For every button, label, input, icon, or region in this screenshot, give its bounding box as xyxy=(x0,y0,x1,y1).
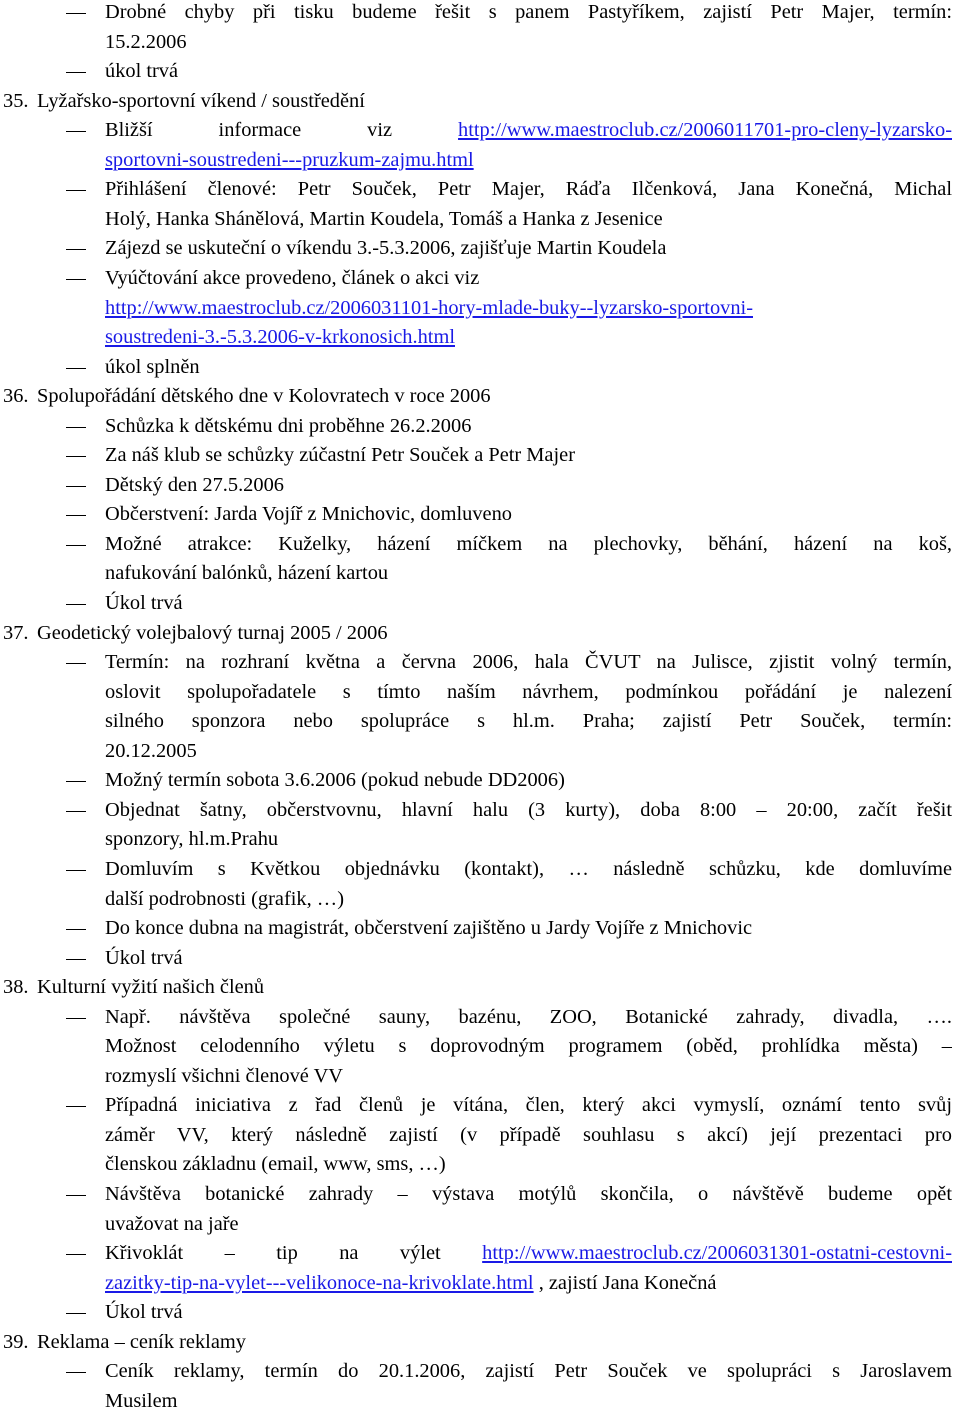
bullet-continuation xyxy=(0,1150,952,1179)
section-number: 37. xyxy=(3,621,29,644)
item-text xyxy=(105,28,952,57)
bullet-item xyxy=(0,441,952,470)
item-text xyxy=(105,116,952,145)
bullet-continuation xyxy=(0,737,952,766)
text-segment: Dětský den 27.5.2006 xyxy=(105,473,284,496)
text-segment: záměr VV, který následně zajistí (v případě souhlasu s akcí) její prezentaci pro xyxy=(105,1123,952,1146)
bullet-continuation xyxy=(0,825,952,854)
text-segment: Možné atrakce: Kuželky, házení míčkem na plechovky, běhání, házení na koš, xyxy=(105,532,952,555)
bullet-continuation xyxy=(0,885,952,914)
item-text xyxy=(105,1210,952,1239)
bullet-continuation xyxy=(0,1032,952,1061)
dash-bullet-icon xyxy=(66,131,86,132)
item-text xyxy=(105,1032,952,1061)
bullet-continuation xyxy=(0,1121,952,1150)
bullet-continuation xyxy=(0,1387,952,1416)
item-text xyxy=(105,1062,952,1091)
dash-bullet-icon xyxy=(66,929,86,930)
dash-bullet-icon xyxy=(66,781,86,782)
section-title xyxy=(37,382,491,411)
bullet-continuation xyxy=(0,1210,952,1239)
text-segment: Občerstvení: Jarda Vojíř z Mnichovic, domluveno xyxy=(105,503,512,526)
bullet-item xyxy=(0,234,952,263)
text-segment: Možný termín sobota 3.6.2006 (pokud nebude DD2006) xyxy=(105,769,565,792)
text-segment: Schůzka k dětskému dni proběhne 26.2.2006 xyxy=(105,414,472,437)
dash-bullet-icon xyxy=(66,279,86,280)
text-segment: úkol splněn xyxy=(105,355,200,378)
item-text xyxy=(105,1239,952,1268)
text-segment: Úkol trvá xyxy=(105,592,183,614)
bullet-item xyxy=(0,1180,952,1209)
bullet-item xyxy=(0,589,952,618)
section-title xyxy=(37,973,264,1002)
text-segment: Spolupořádání dětského dne v Kolovratech v roce 2006 xyxy=(37,385,491,408)
item-text xyxy=(105,1150,952,1179)
item-text xyxy=(105,944,952,973)
bullet-continuation xyxy=(0,707,952,736)
item-text xyxy=(105,471,952,500)
bullet-continuation xyxy=(0,559,952,588)
section-heading xyxy=(0,619,952,648)
item-text xyxy=(105,294,952,323)
item-text xyxy=(105,264,952,293)
item-text xyxy=(105,234,952,263)
text-segment: Např. návštěva společné sauny, bazénu, ZOO, Botanické zahrady, divadla, …. xyxy=(105,1005,952,1028)
item-text xyxy=(105,678,952,707)
dash-bullet-icon xyxy=(66,190,86,191)
dash-bullet-icon xyxy=(66,959,86,960)
item-text xyxy=(105,1269,952,1298)
text-segment: Termín: na rozhraní května a června 2006, hala ČVUT na Julisce, zjistit volný termín, xyxy=(105,651,952,674)
bullet-item xyxy=(0,500,952,529)
item-text xyxy=(105,766,952,795)
text-segment: úkol trvá xyxy=(105,60,179,83)
bullet-continuation xyxy=(0,146,952,175)
dash-bullet-icon xyxy=(66,811,86,812)
bullet-item xyxy=(0,1003,952,1032)
item-text xyxy=(105,1091,952,1120)
dash-bullet-icon xyxy=(66,604,86,605)
bullet-item xyxy=(0,766,952,795)
bullet-item xyxy=(0,412,952,441)
section-number: 36. xyxy=(3,385,29,408)
bullet-item xyxy=(0,1357,952,1386)
item-text xyxy=(105,146,952,175)
text-segment: , zajistí Jana Konečná xyxy=(533,1271,717,1294)
item-text xyxy=(105,353,952,382)
dash-bullet-icon xyxy=(66,1018,86,1019)
url-link[interactable]: sportovni-soustredeni---pruzkum-zajmu.html xyxy=(105,148,474,171)
bullet-continuation xyxy=(0,323,952,352)
text-segment: 20.12.2005 xyxy=(105,739,197,762)
text-segment: další podrobnosti (grafik, …) xyxy=(105,887,344,910)
item-text xyxy=(105,737,952,766)
dash-bullet-icon xyxy=(66,1195,86,1196)
text-segment: Reklama – ceník reklamy xyxy=(37,1330,246,1353)
bullet-item xyxy=(0,1239,952,1268)
text-segment: Holý, Hanka Shánělová, Martin Koudela, Tomáš a Hanka z Jesenice xyxy=(105,207,663,230)
item-text xyxy=(105,855,952,884)
bullet-item xyxy=(0,944,952,973)
bullet-continuation xyxy=(0,205,952,234)
item-text xyxy=(105,648,952,677)
bullet-continuation xyxy=(0,1062,952,1091)
bullet-continuation xyxy=(0,678,952,707)
text-segment: Křivoklát – tip na výlet xyxy=(105,1242,483,1265)
dash-bullet-icon xyxy=(66,1372,86,1373)
text-segment: Musilem xyxy=(105,1389,178,1412)
section-heading xyxy=(0,1328,952,1357)
item-text xyxy=(105,825,952,854)
bullet-item xyxy=(0,264,952,293)
bullet-item xyxy=(0,796,952,825)
section-title xyxy=(37,87,365,116)
url-link[interactable]: zazitky-tip-na-vylet---velikonoce-na-krivoklate.html xyxy=(105,1271,534,1294)
text-segment: Drobné chyby při tisku budeme řešit s panem Pastyříkem, zajistí Petr Majer, termín: xyxy=(105,1,952,23)
text-segment: Úkol trvá xyxy=(105,1301,183,1324)
bullet-item xyxy=(0,855,952,884)
section-heading xyxy=(0,87,952,116)
text-segment: sponzory, hl.m.Prahu xyxy=(105,828,279,851)
text-segment: uvažovat na jaře xyxy=(105,1212,239,1235)
bullet-continuation xyxy=(0,294,952,323)
text-segment: Kulturní vyžití našich členů xyxy=(37,976,265,999)
item-text xyxy=(105,559,952,588)
item-text xyxy=(105,796,952,825)
item-text xyxy=(105,1387,952,1416)
item-text xyxy=(105,1298,952,1327)
bullet-item xyxy=(0,116,952,145)
text-segment: členskou základnu (email, www, sms, …) xyxy=(105,1153,446,1176)
dash-bullet-icon xyxy=(66,427,86,428)
dash-bullet-icon xyxy=(66,1106,86,1107)
item-text xyxy=(105,530,952,559)
section-number: 38. xyxy=(3,976,29,999)
text-segment: Bližší informace viz xyxy=(105,119,459,142)
text-segment: Vyúčtování akce provedeno, článek o akci viz xyxy=(105,266,480,289)
text-segment: Lyžařsko-sportovní víkend / soustředění xyxy=(37,89,365,112)
bullet-item xyxy=(0,175,952,204)
item-text xyxy=(105,1003,952,1032)
item-text xyxy=(105,707,952,736)
url-link[interactable]: http://www.maestroclub.cz/2006031301-ostatni-cestovni- xyxy=(482,1242,952,1265)
dash-bullet-icon xyxy=(66,456,86,457)
url-link[interactable]: http://www.maestroclub.cz/2006031101-hory-mlade-buky--lyzarsko-sportovni- xyxy=(105,296,753,319)
text-segment: nafukování balónků, házení kartou xyxy=(105,562,389,585)
item-text xyxy=(105,0,952,27)
text-segment: Případná iniciativa z řad členů je vítána, člen, který akci vymyslí, oznámí tento svůj xyxy=(105,1094,952,1117)
dash-bullet-icon xyxy=(66,368,86,369)
text-segment: Přihlášení členové: Petr Souček, Petr Majer, Ráďa Ilčenková, Jana Konečná, Michal xyxy=(105,178,952,201)
item-text xyxy=(105,57,952,86)
section-heading xyxy=(0,973,952,1002)
bullet-item xyxy=(0,648,952,677)
dash-bullet-icon xyxy=(66,663,86,664)
bullet-item xyxy=(0,914,952,943)
text-segment: Objednat šatny, občerstvovnu, hlavní halu (3 kurty), doba 8:00 – 20:00, začít řešit xyxy=(105,798,952,821)
text-segment: rozmyslí všichni členové VV xyxy=(105,1064,344,1087)
dash-bullet-icon xyxy=(66,249,86,250)
bullet-item xyxy=(0,530,952,559)
text-segment: Úkol trvá xyxy=(105,946,183,969)
item-text xyxy=(105,323,952,352)
bullet-item xyxy=(0,353,952,382)
item-text xyxy=(105,1121,952,1150)
text-segment: Ceník reklamy, termín do 20.1.2006, zajistí Petr Souček ve spolupráci s Jaroslavem xyxy=(105,1360,952,1383)
url-link[interactable]: http://www.maestroclub.cz/2006011701-pro-cleny-lyzarsko- xyxy=(458,119,952,142)
item-text xyxy=(105,500,952,529)
dash-bullet-icon xyxy=(66,515,86,516)
bullet-item xyxy=(0,1091,952,1120)
item-text xyxy=(105,205,952,234)
dash-bullet-icon xyxy=(66,1313,86,1314)
section-heading xyxy=(0,382,952,411)
text-segment: Geodetický volejbalový turnaj 2005 / 2006 xyxy=(37,621,388,644)
dash-bullet-icon xyxy=(66,1254,86,1255)
section-title xyxy=(37,619,388,648)
section-number: 35. xyxy=(3,89,29,112)
text-segment: oslovit spolupořadatele s tímto naším návrhem, podmínkou pořádání je nalezení xyxy=(105,680,952,703)
text-segment: Do konce dubna na magistrát, občerstvení zajištěno u Jardy Vojíře z Mnichovic xyxy=(105,917,753,940)
bullet-continuation xyxy=(0,28,952,57)
text-segment: 15.2.2006 xyxy=(105,30,187,53)
dash-bullet-icon xyxy=(66,72,86,73)
text-segment: Možnost celodenního výletu s doprovodným programem (oběd, prohlídka města) – xyxy=(105,1035,952,1058)
text-segment: Návštěva botanické zahrady – výstava motýlů skončila, o návštěvě budeme opět xyxy=(105,1183,952,1205)
dash-bullet-icon xyxy=(66,870,86,871)
item-text xyxy=(105,1180,952,1209)
item-text xyxy=(105,175,952,204)
bullet-item xyxy=(0,1298,952,1327)
item-text xyxy=(105,589,952,618)
text-segment: silného sponzora nebo spolupráce s hl.m. Praha; zajistí Petr Souček, termín: xyxy=(105,710,952,733)
item-text xyxy=(105,1357,952,1386)
dash-bullet-icon xyxy=(66,13,86,14)
text-segment: Domluvím s Květkou objednávku (kontakt), … následně schůzku, kde domluvíme xyxy=(105,857,952,880)
bullet-item xyxy=(0,0,952,27)
section-number: 39. xyxy=(3,1330,29,1353)
item-text xyxy=(105,441,952,470)
dash-bullet-icon xyxy=(66,545,86,546)
url-link[interactable]: soustredeni-3.-5.3.2006-v-krkonosich.html xyxy=(105,326,455,349)
bullet-item xyxy=(0,57,952,86)
text-segment: Zájezd se uskuteční o víkendu 3.-5.3.2006, zajišťuje Martin Koudela xyxy=(105,237,667,260)
item-text xyxy=(105,885,952,914)
item-text xyxy=(105,412,952,441)
text-segment: Za náš klub se schůzky zúčastní Petr Souček a Petr Majer xyxy=(105,444,575,467)
item-text xyxy=(105,914,952,943)
section-title xyxy=(37,1328,246,1357)
bullet-item xyxy=(0,471,952,500)
bullet-continuation xyxy=(0,1269,952,1298)
dash-bullet-icon xyxy=(66,486,86,487)
